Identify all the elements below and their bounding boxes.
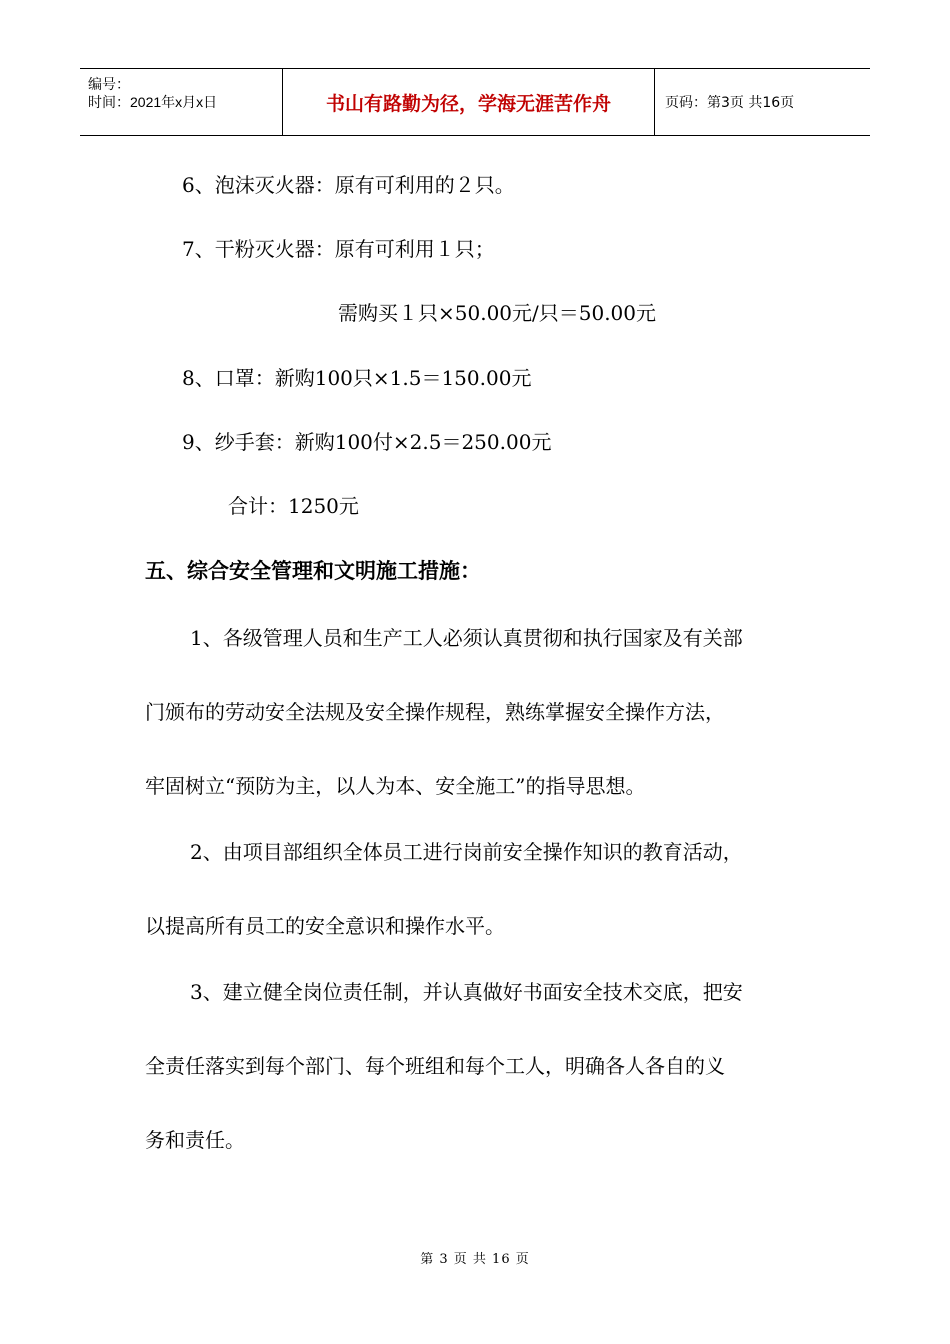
- header-motto: 书山有路勤为径，学海无涯苦作舟: [282, 69, 655, 135]
- paragraph-line: 务和责任。: [145, 1128, 245, 1152]
- item-powder-purchase: 需购买１只×50.00元/只＝50.00元: [338, 301, 657, 325]
- header-meta: [80, 69, 282, 135]
- paragraph-line: 3、建立健全岗位责任制，并认真做好书面安全技术交底，把安: [190, 980, 743, 1004]
- item-total: 合计：1250元: [228, 494, 359, 518]
- section-title: 五、综合安全管理和文明施工措施：: [145, 559, 481, 583]
- item-foam-extinguisher: 6、泡沫灭火器：原有可利用的２只。: [182, 173, 515, 197]
- item-powder-extinguisher: 7、干粉灭火器：原有可利用１只；: [182, 237, 495, 261]
- paragraph-line: 2、由项目部组织全体员工进行岗前安全操作知识的教育活动，: [190, 840, 743, 864]
- paragraph-line: 1、各级管理人员和生产工人必须认真贯彻和执行国家及有关部: [190, 626, 743, 650]
- item-gloves: 9、纱手套：新购100付×2.5＝250.00元: [182, 430, 552, 454]
- document-number-label: 编号：: [88, 76, 130, 92]
- paragraph-line: 门颁布的劳动安全法规及安全操作规程，熟练掌握安全操作方法，: [145, 700, 725, 724]
- item-masks: 8、口罩：新购100只×1.5＝150.00元: [182, 366, 532, 390]
- page-footer: 第 3 页 共 16 页: [420, 1252, 530, 1267]
- paragraph-line: 牢固树立“预防为主，以人为本、安全施工”的指导思想。: [145, 774, 646, 798]
- header-page-info: 页码：第3页 共16页: [665, 95, 795, 111]
- paragraph-line: 全责任落实到每个部门、每个班组和每个工人，明确各人各自的义: [145, 1054, 725, 1078]
- paragraph-line: 以提高所有员工的安全意识和操作水平。: [145, 914, 505, 938]
- document-date-label: 时间：2021年x月x日: [88, 94, 218, 110]
- page-header: [80, 68, 870, 136]
